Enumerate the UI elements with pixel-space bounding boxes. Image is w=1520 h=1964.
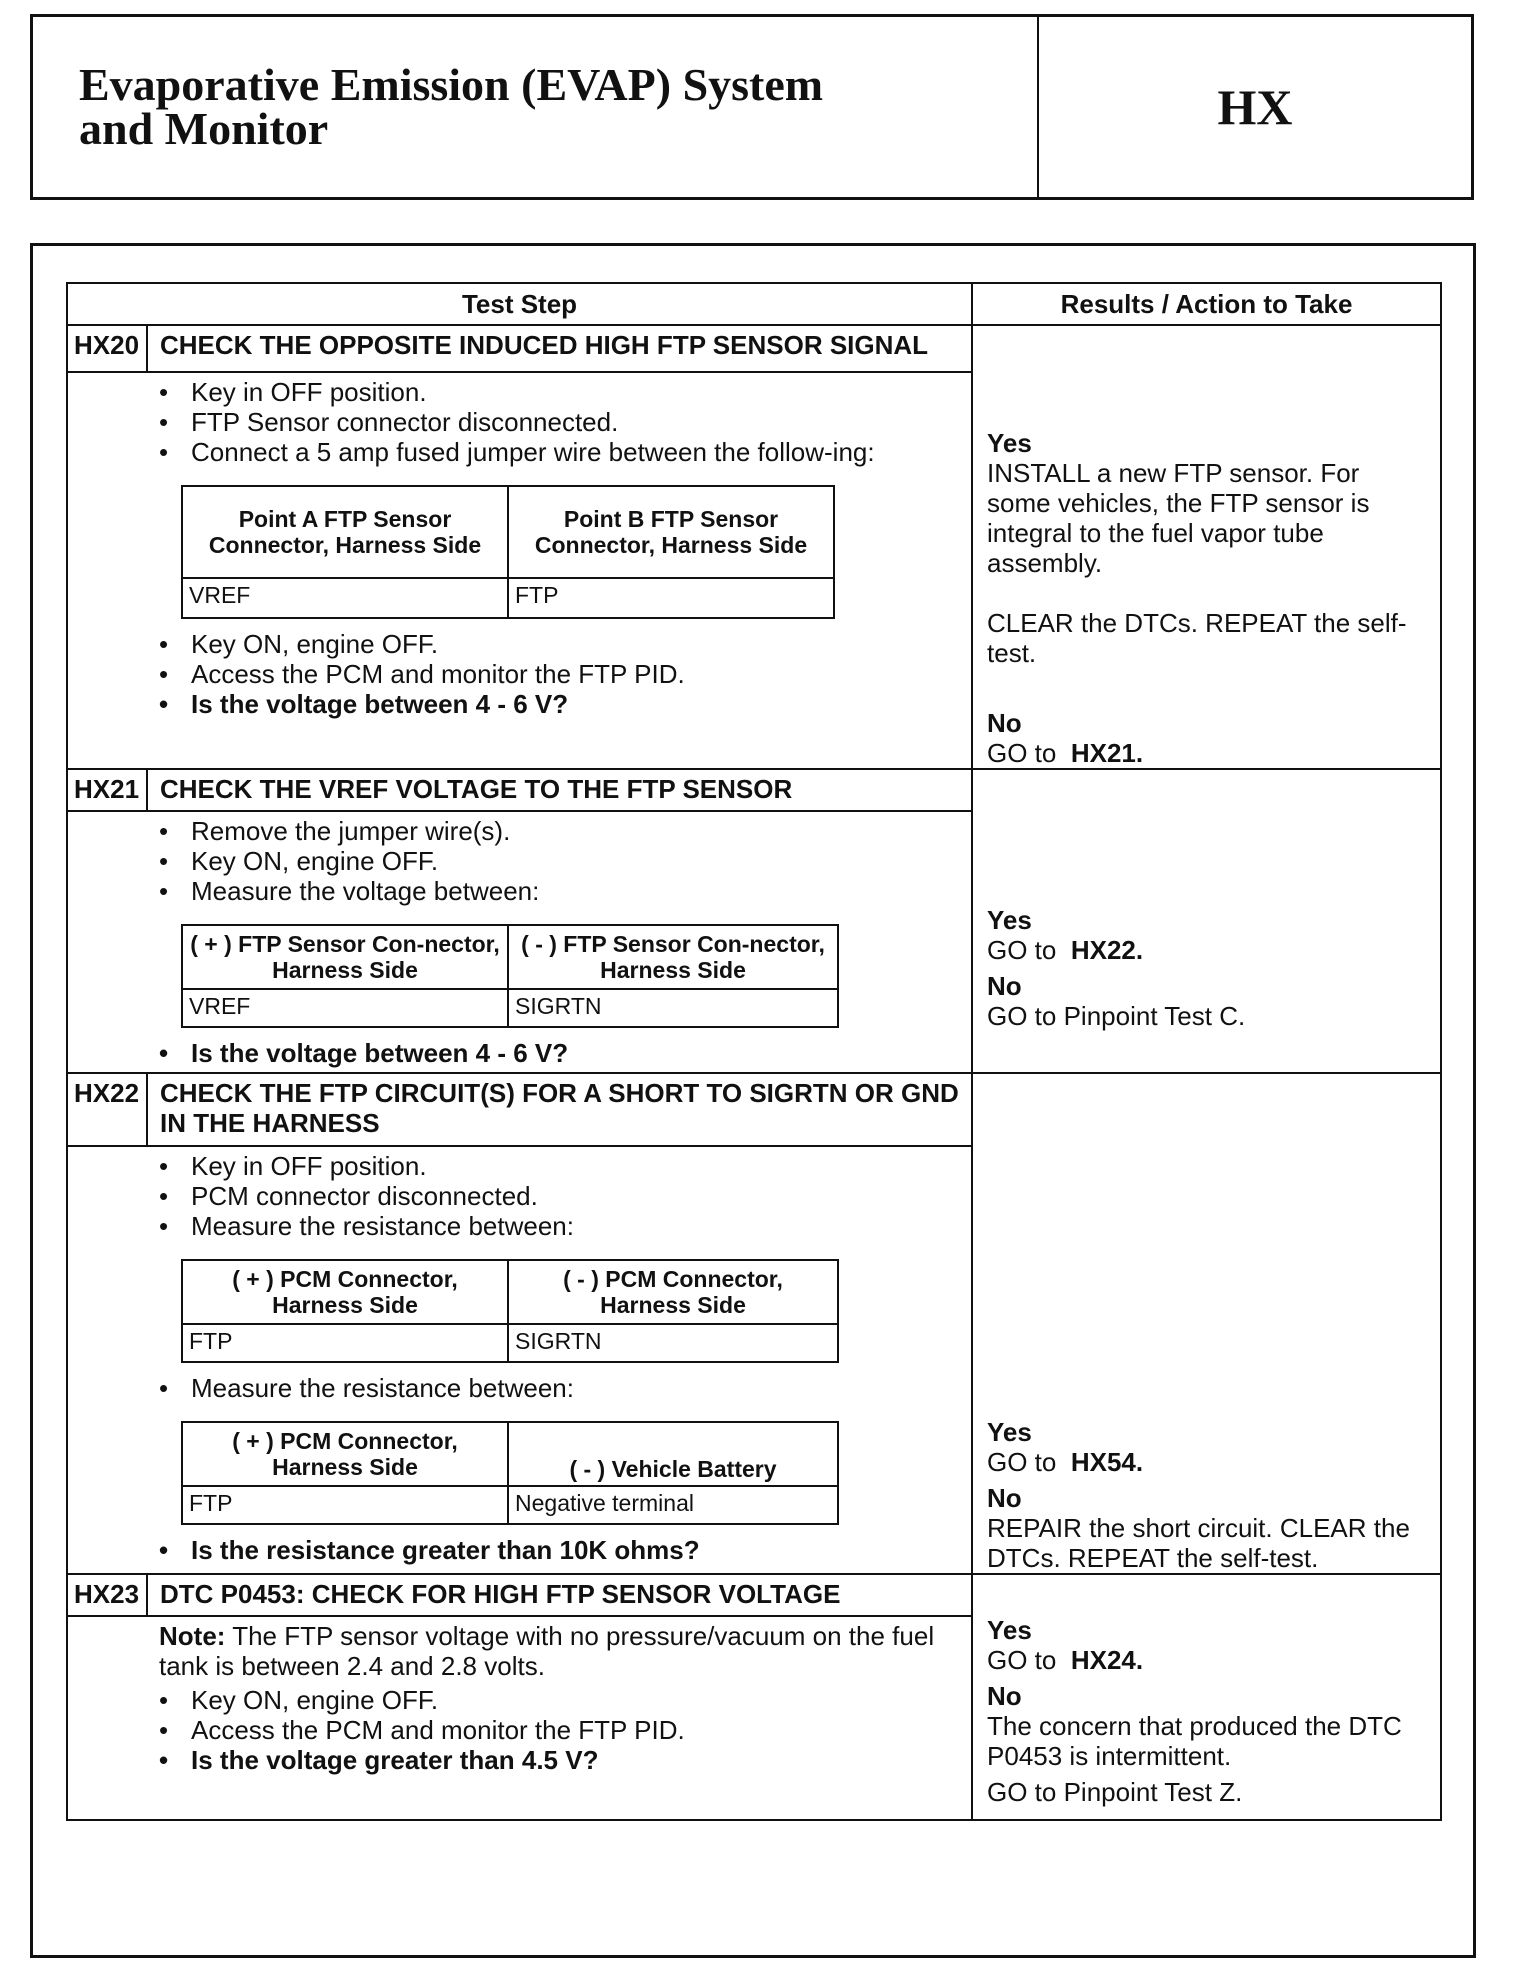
sub-header: ( + ) PCM Connector, Harness Side (182, 1260, 508, 1324)
bullet-list (147, 1535, 963, 1565)
step-id: HX22 (67, 1073, 147, 1146)
list-item: • Measure the resistance between: (191, 1211, 963, 1241)
table-header-row (67, 283, 1441, 325)
step-body (147, 372, 972, 769)
step-id: HX23 (67, 1574, 147, 1616)
list-item: • Measure the resistance between: (191, 1373, 963, 1403)
yes-text (987, 935, 1432, 965)
yes-text (987, 1645, 1432, 1675)
results-hx20 (972, 325, 1441, 769)
yes-ref: HX22. (1070, 935, 1144, 965)
yes-label: Yes (987, 905, 1032, 935)
step-row-hx20 (67, 325, 1441, 372)
section-code: HX (1217, 79, 1293, 135)
no-text: REPAIR the short circuit. CLEAR the DTCs. REPEAT the self-test. (987, 1513, 1410, 1573)
results-hx21 (972, 769, 1441, 1073)
sub-header: ( - ) Vehicle Battery (508, 1422, 838, 1486)
sub-header: Point B FTP Sensor Connector, Harness Side (508, 486, 834, 578)
yes-text (987, 1447, 1432, 1477)
list-item: • Key in OFF position. (191, 377, 963, 407)
sub-cell: FTP (182, 1324, 508, 1362)
yes-text-prefix: GO to (987, 935, 1057, 965)
list-item: • Key ON, engine OFF. (191, 846, 963, 876)
page-header (30, 14, 1474, 200)
bullet-list (147, 1373, 963, 1403)
question: • Is the voltage between 4 - 6 V? (191, 1038, 963, 1068)
yes-label: Yes (987, 1615, 1032, 1645)
bullet-list (147, 1151, 963, 1241)
yes-label: Yes (987, 428, 1032, 458)
list-item: • Access the PCM and monitor the FTP PID. (191, 659, 963, 689)
list-item: • Access the PCM and monitor the FTP PID. (191, 1715, 963, 1745)
bullet-list (147, 816, 963, 906)
sub-header: ( + ) FTP Sensor Con-nector, Harness Side (182, 925, 508, 989)
connector-table (181, 485, 835, 619)
col-results: Results / Action to Take (972, 283, 1441, 325)
no-label: No (987, 971, 1022, 1001)
no-ref: HX21. (1070, 738, 1144, 768)
step-title: CHECK THE OPPOSITE INDUCED HIGH FTP SENSOR SIGNAL (147, 325, 972, 372)
note (147, 1621, 963, 1685)
list-item: • Key ON, engine OFF. (191, 629, 963, 659)
yes-text-prefix: GO to (987, 1645, 1057, 1675)
no-text: GO to Pinpoint Test C. (987, 1001, 1246, 1031)
bullet-list (147, 1038, 963, 1068)
sub-cell: FTP (508, 578, 834, 618)
no-label: No (987, 1681, 1022, 1711)
col-test-step: Test Step (67, 283, 972, 325)
results-hx22 (972, 1073, 1441, 1574)
bullet-list (147, 629, 963, 719)
step-body (147, 1616, 972, 1820)
step-id: HX20 (67, 325, 147, 372)
no-text: The concern that produced the DTC P0453 is intermittent. (987, 1711, 1402, 1771)
no-text-2: GO to Pinpoint Test Z. (987, 1777, 1243, 1807)
sub-header: ( + ) PCM Connector, Harness Side (182, 1422, 508, 1486)
step-title: DTC P0453: CHECK FOR HIGH FTP SENSOR VOLTAGE (147, 1574, 972, 1616)
no-label: No (987, 708, 1022, 738)
yes-ref: HX24. (1070, 1645, 1144, 1675)
list-item: • Connect a 5 amp fused jumper wire between the follow-ing: (191, 437, 891, 467)
list-item: • FTP Sensor connector disconnected. (191, 407, 963, 437)
list-item: • Key ON, engine OFF. (191, 1685, 963, 1715)
list-item: • PCM connector disconnected. (191, 1181, 963, 1211)
step-body (147, 811, 972, 1073)
connector-table (181, 924, 839, 1028)
list-item: • Remove the jumper wire(s). (191, 816, 963, 846)
step-title: CHECK THE FTP CIRCUIT(S) FOR A SHORT TO SIGRTN OR GND IN THE HARNESS (147, 1073, 972, 1146)
yes-text-2: CLEAR the DTCs. REPEAT the self-test. (987, 608, 1407, 668)
note-label: Note: (159, 1621, 226, 1651)
note-text: The FTP sensor voltage with no pressure/vacuum on the fuel tank is between 2.4 and 2.8 volts. (159, 1621, 935, 1681)
step-row-hx21 (67, 769, 1441, 811)
no-text (987, 738, 1432, 768)
content-frame (30, 243, 1476, 1958)
step-title: CHECK THE VREF VOLTAGE TO THE FTP SENSOR (147, 769, 972, 811)
bullet-list (147, 377, 963, 467)
sub-cell: SIGRTN (508, 989, 838, 1027)
sub-cell: SIGRTN (508, 1324, 838, 1362)
sub-header: ( - ) PCM Connector, Harness Side (508, 1260, 838, 1324)
step-id: HX21 (67, 769, 147, 811)
page-title (33, 17, 1039, 197)
step-row-hx22 (67, 1073, 1441, 1146)
step-body (147, 1146, 972, 1574)
no-label: No (987, 1483, 1022, 1513)
sub-cell: FTP (182, 1486, 508, 1524)
title-line-1: Evaporative Emission (EVAP) System (79, 59, 824, 110)
sub-cell: VREF (182, 989, 508, 1027)
yes-ref: HX54. (1070, 1447, 1144, 1477)
step-row-hx23 (67, 1574, 1441, 1616)
sub-header: ( - ) FTP Sensor Con-nector, Harness Side (508, 925, 838, 989)
sub-header: Point A FTP Sensor Connector, Harness Side (182, 486, 508, 578)
bullet-list (147, 1685, 963, 1775)
sub-cell: VREF (182, 578, 508, 618)
yes-label: Yes (987, 1417, 1032, 1447)
connector-table (181, 1421, 839, 1525)
sub-cell: Negative terminal (508, 1486, 838, 1524)
yes-text: INSTALL a new FTP sensor. For some vehicles, the FTP sensor is integral to the fuel vapor tube assembly. (987, 458, 1370, 578)
no-text-prefix: GO to (987, 738, 1057, 768)
list-item: • Measure the voltage between: (191, 876, 963, 906)
yes-text-prefix: GO to (987, 1447, 1057, 1477)
question: • Is the resistance greater than 10K ohms? (191, 1535, 963, 1565)
connector-table (181, 1259, 839, 1363)
question: • Is the voltage greater than 4.5 V? (191, 1745, 963, 1775)
results-hx23 (972, 1574, 1441, 1820)
test-step-table (66, 282, 1442, 1821)
list-item: • Key in OFF position. (191, 1151, 963, 1181)
title-line-2: and Monitor (79, 103, 329, 154)
question: • Is the voltage between 4 - 6 V? (191, 689, 963, 719)
